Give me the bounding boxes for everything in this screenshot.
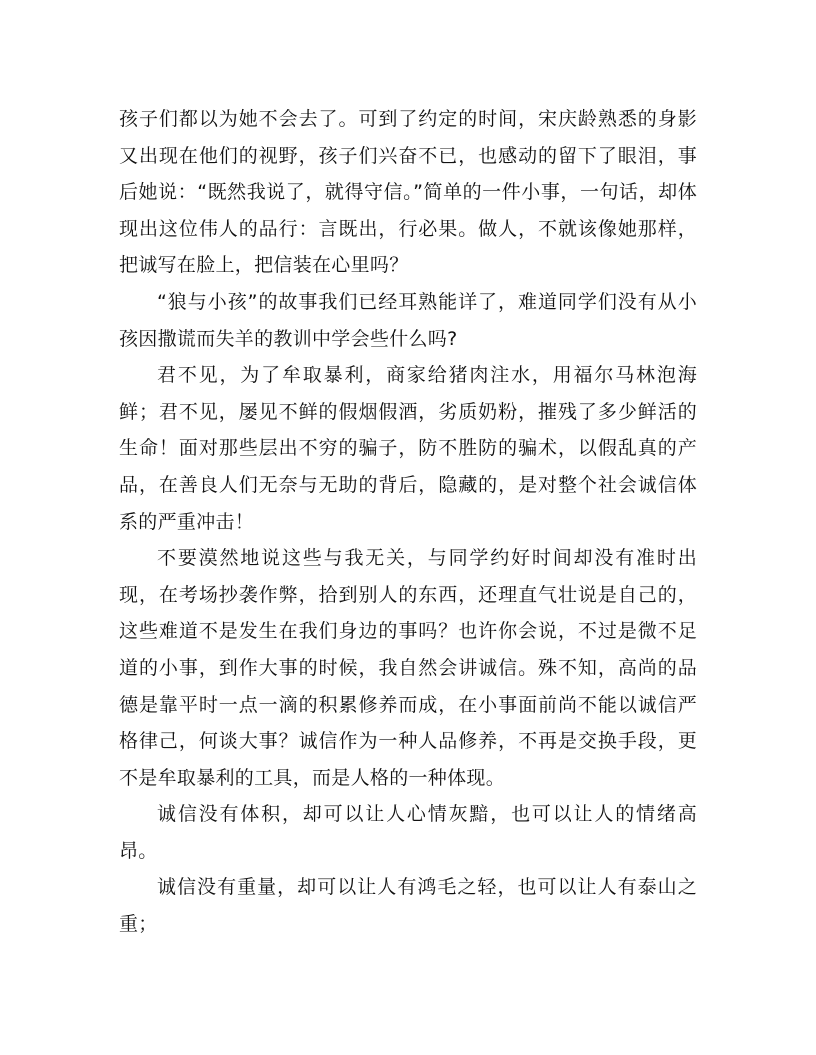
document-body (119, 101, 697, 943)
paragraph-4: 不要漠然地说这些与我无关，与同学约好时间却没有准时出现，在考场抄袭作弊，拾到别人的东西，还理直气壮说是自己的，这些难道不是发生在我们身边的事吗？也许你会说，不过是微不足道的小事，到作大事的时候，我自然会讲诚信。殊不知，高尚的品德是靠平时一点一滴的积累修养而成，在小事面前尚不能以诚信严格律己，何谈大事？诚信作为一种人品修养，不再是交换手段，更不是牟取暴利的工具，而是人格的一种体现。 (119, 547, 697, 789)
paragraph-2: “狼与小孩”的故事我们已经耳熟能详了，难道同学们没有从小孩因撒谎而失羊的教训中学会些什么吗? (119, 290, 697, 350)
paragraph-3: 君不见，为了牟取暴利，商家给猪肉注水，用福尔马林泡海鲜；君不见，屡见不鲜的假烟假酒，劣质奶粉，摧残了多少鲜活的生命！面对那些层出不穷的骗子，防不胜防的骗术，以假乱真的产品，在善良人们无奈与无助的背后，隐藏的，是对整个社会诚信体系的严重冲击！ (119, 364, 697, 533)
paragraph-6: 诚信没有重量，却可以让人有鸿毛之轻，也可以让人有泰山之重； (119, 876, 697, 936)
paragraph-1: 孩子们都以为她不会去了。可到了约定的时间，宋庆龄熟悉的身影又出现在他们的视野，孩子们兴奋不已，也感动的留下了眼泪，事后她说：“既然我说了，就得守信。”简单的一件小事，一句话，却体现出这位伟人的品行：言既出，行必果。做人，不就该像她那样，把诚写在脸上，把信装在心里吗？ (119, 108, 697, 277)
paragraph-5: 诚信没有体积，却可以让人心情灰黯，也可以让人的情绪高昂。 (119, 803, 697, 862)
